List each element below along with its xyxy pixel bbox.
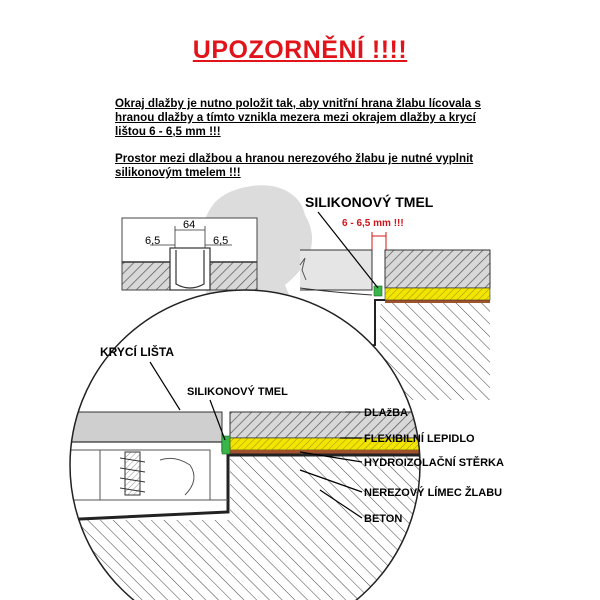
inset-dim-center: 64 <box>183 219 196 231</box>
instruction-paragraph-1: Okraj dlažby je nutno položit tak, aby vnitřní hrana žlabu lícovala s hranou dlažby a tímto vznikla mezera mezi okrajem dlažby a krycí lištou 6 - 6,5 mm !!! <box>115 97 481 138</box>
gap-label: 6 - 6,5 mm !!! <box>342 218 404 229</box>
adhesive-label: FLEXIBILNÍ LEPIDLO <box>364 433 475 445</box>
cover-strip-label: KRYCÍ LIŠTA <box>100 345 174 359</box>
concrete-label: BETON <box>364 513 403 525</box>
inset-dim-right: 6,5 <box>213 235 229 247</box>
tile-label: DLAžBA <box>364 407 408 419</box>
steel-collar-label: NEREZOVÝ LÍMEC ŽLABU <box>364 487 503 499</box>
magnified-detail <box>60 290 420 600</box>
upper-sealant-label: SILIKONOVÝ TMEL <box>305 194 434 210</box>
warning-title: UPOZORNĚNÍ !!!! <box>192 36 408 64</box>
waterproofing-label: HYDROIZOLAČNÍ STĚRKA <box>364 457 504 469</box>
instruction-paragraph-2: Prostor mezi dlažbou a hranou nerezového žlabu je nutné vyplnit silikonovým tmelem !!! <box>115 152 474 179</box>
sealant-label: SILIKONOVÝ TMEL <box>187 386 288 398</box>
inset-dim-left: 6,5 <box>145 235 161 247</box>
